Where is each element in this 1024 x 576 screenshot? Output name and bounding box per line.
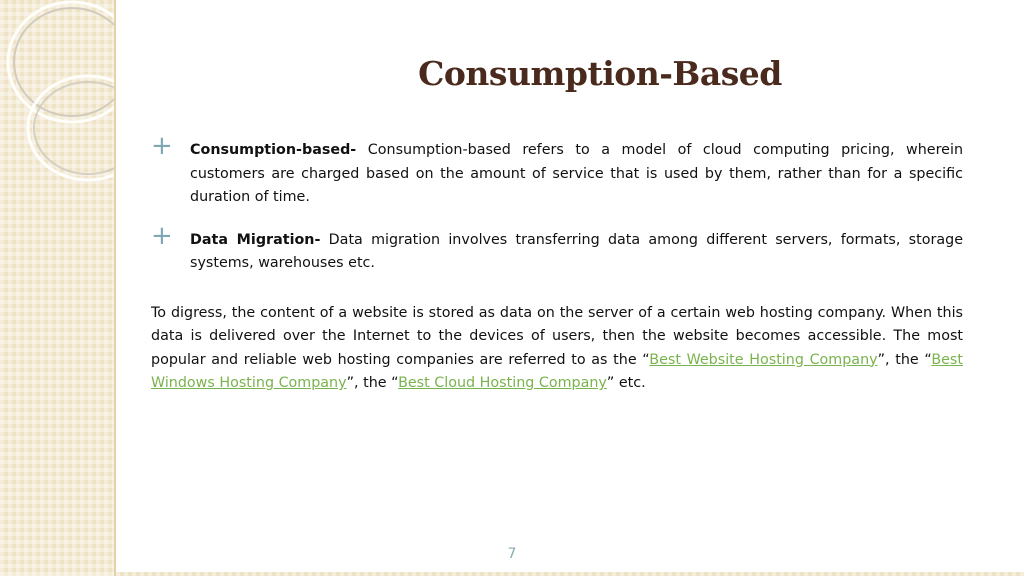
best-cloud-hosting-link[interactable]: Best Cloud Hosting Company [398,375,607,391]
best-windows-hosting-link[interactable]: Best Windows Hosting Company [151,351,963,391]
bullet-item [151,220,963,276]
decorative-rings [0,0,114,576]
slide-content [151,131,963,396]
paragraph-text: ” etc. [606,375,646,391]
bullet-term: Data Migration- [190,231,321,248]
paragraph-text: To digress, the content of a website is stored as data on the server of a certain web hosting company. When this data is delivered over the Internet to the devices of users, then the website becomes accessible. The most popular and reliable web hosting companies are referred to as the “ [151,304,963,368]
slide-title: Consumption-Based [418,54,782,93]
bullet-item [151,131,963,210]
paragraph-text: ”, the “ [346,375,399,391]
bullet-text: Data migration involves transferring data among different servers, formats, storage systems, warehouses etc. [190,231,963,271]
bullet-term: Consumption-based- [190,142,357,158]
page-number: 7 [507,546,517,562]
bullet-text: Consumption-based refers to a model of cloud computing pricing, wherein customers are charged based on the amount of service that is used by them, rather than for a specific duration of time. [190,142,963,205]
decorative-bottom-strip [116,572,1024,576]
plus-icon: + [151,220,173,251]
decorative-sidebar [0,0,116,576]
plus-icon: + [151,131,173,161]
best-website-hosting-link[interactable]: Best Website Hosting Company [649,351,878,368]
body-paragraph [151,302,963,396]
paragraph-text: ”, the “ [877,351,932,368]
